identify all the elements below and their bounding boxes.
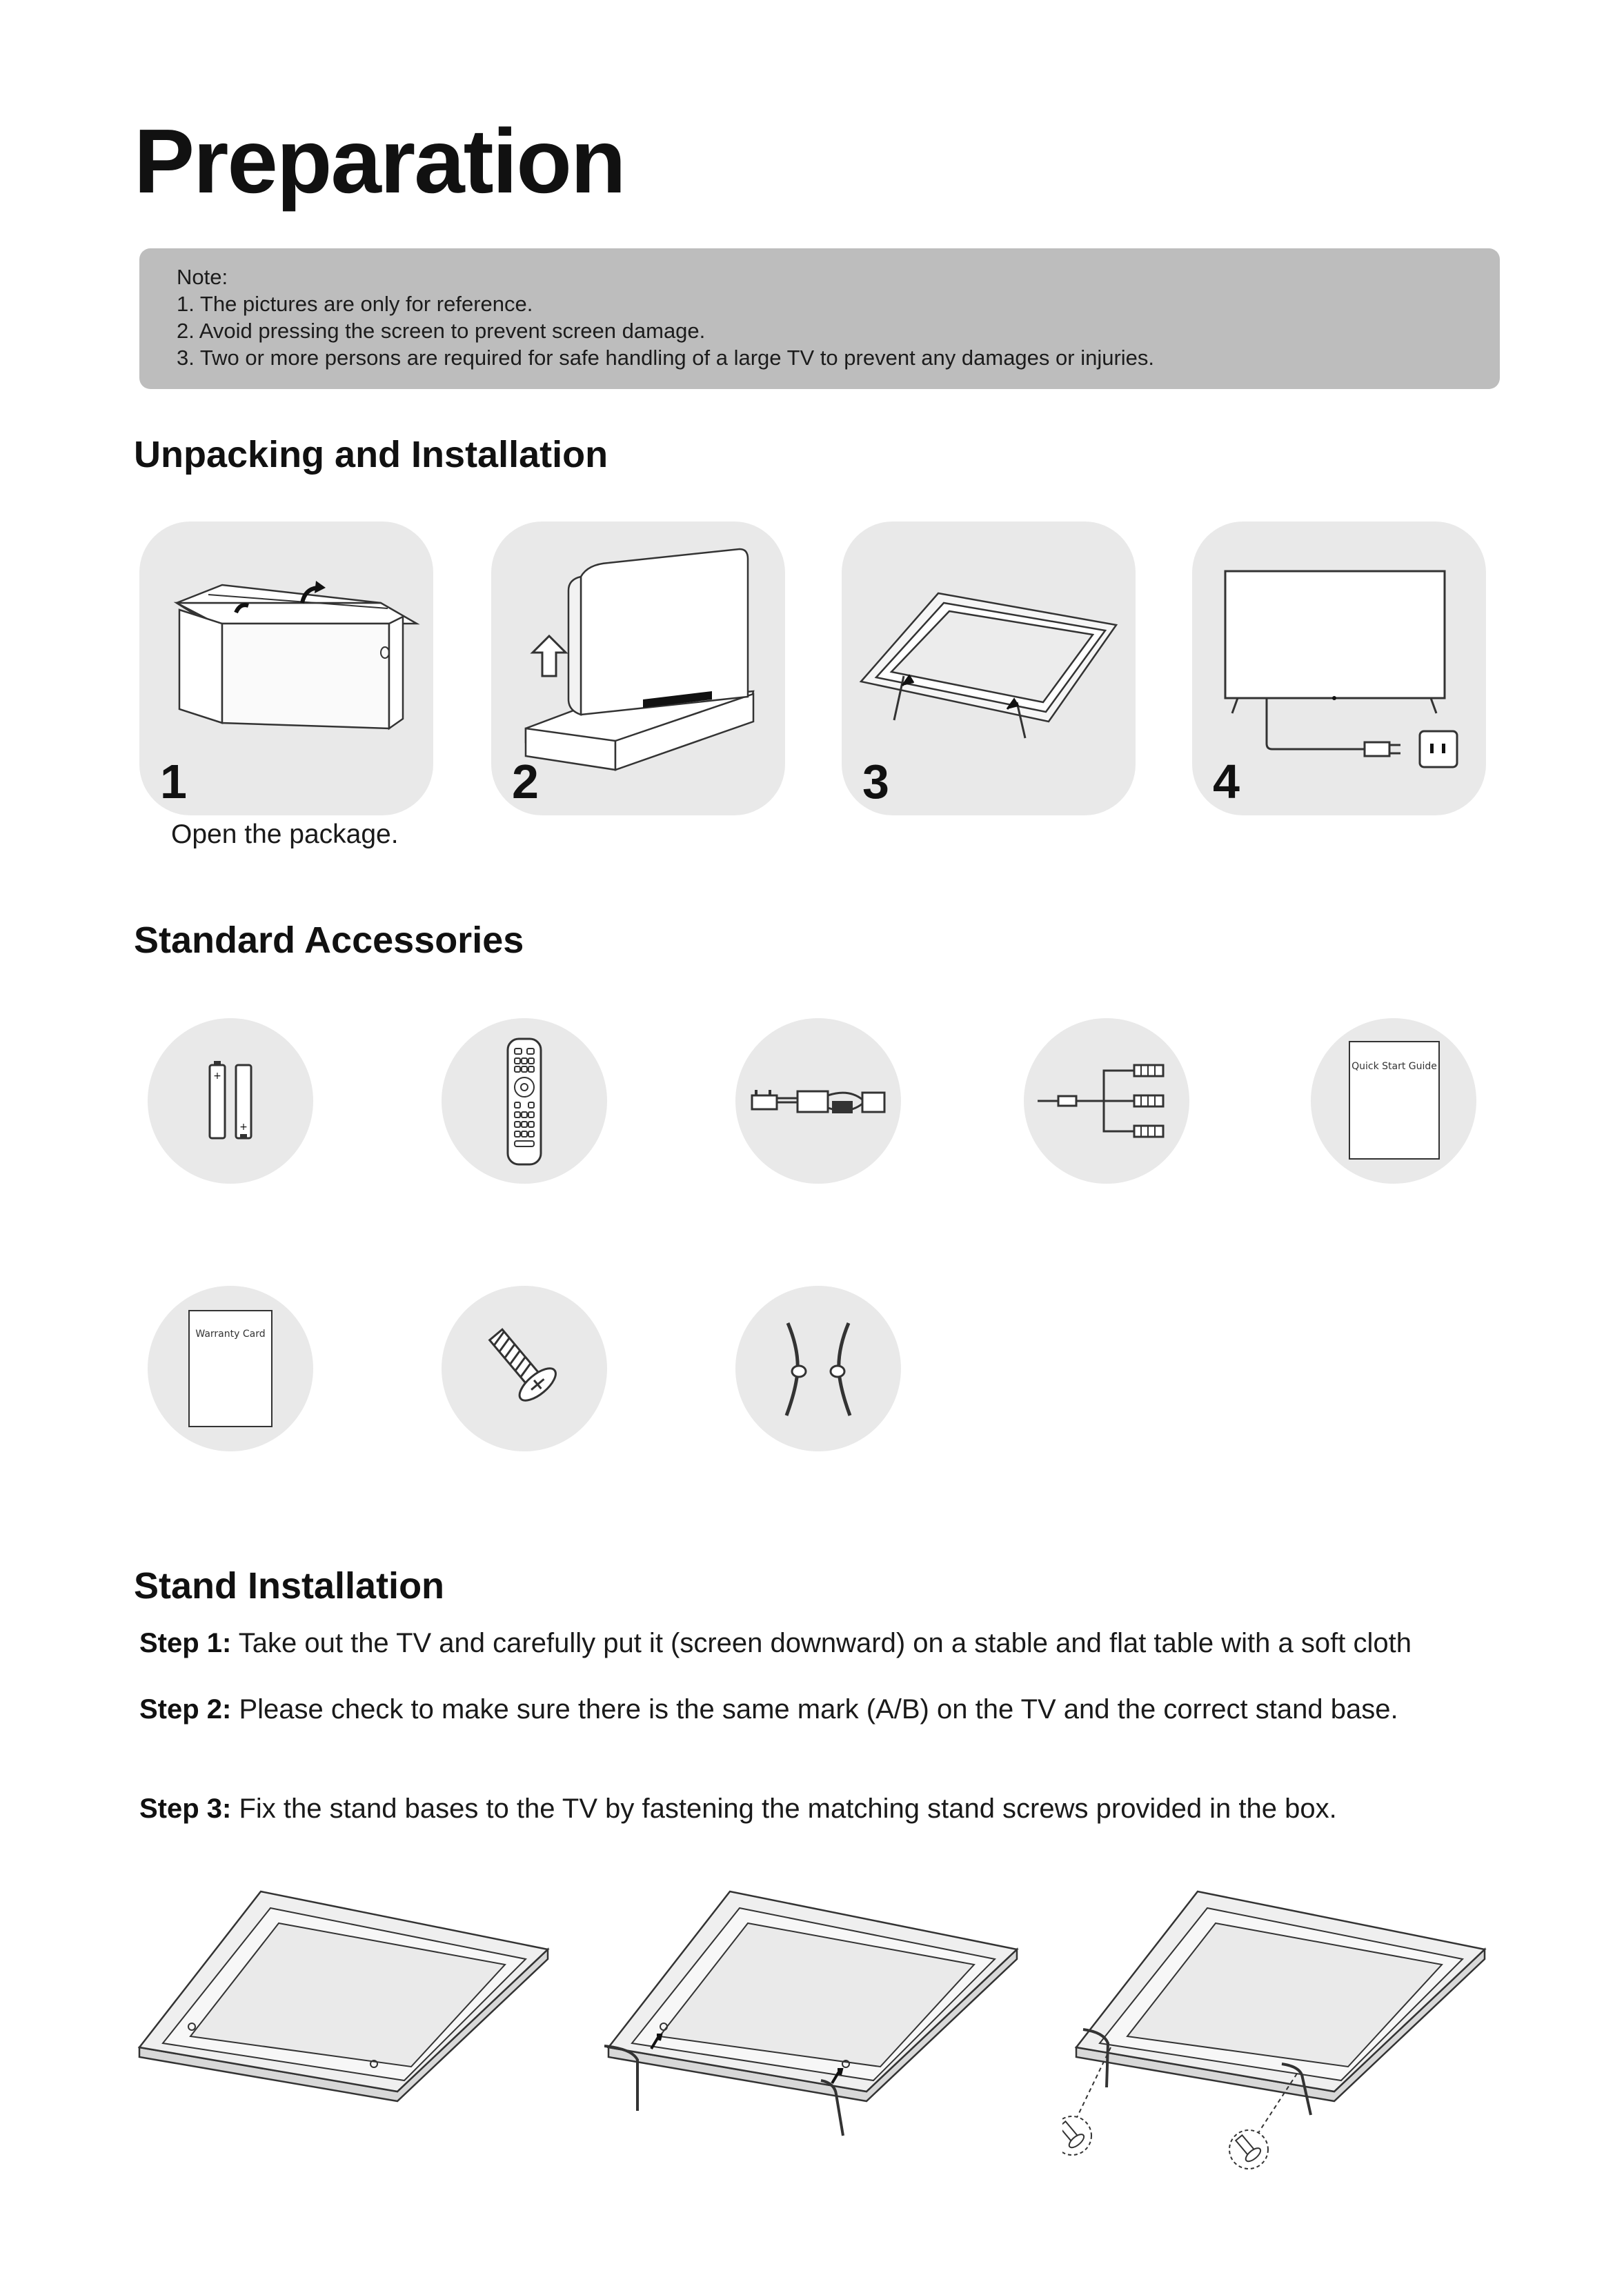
batteries-icon — [148, 1018, 313, 1184]
unpacking-step-3 — [842, 521, 1136, 815]
svg-text:+: + — [239, 1122, 248, 1133]
tv-face-down-icon — [135, 1883, 577, 2173]
accessory-warranty-card — [148, 1286, 313, 1451]
step-3-label: Step 3: — [139, 1794, 232, 1824]
screw-icon — [442, 1286, 607, 1451]
warranty-card-label: Warranty Card — [195, 1329, 266, 1340]
step-number-3: 3 — [862, 755, 889, 808]
step-2-text: Please check to make sure there is the same mark (A/B) on the TV and the correct stand base. — [231, 1694, 1398, 1725]
step-3-text: Fix the stand bases to the TV by fastening the matching stand screws provided in the box. — [231, 1794, 1337, 1824]
accessory-batteries — [148, 1018, 313, 1184]
stand-heading: Stand Installation — [134, 1565, 445, 1607]
stand-figure-1 — [135, 1883, 577, 2173]
stand-figure-3 — [1062, 1883, 1504, 2173]
step-number-4: 4 — [1213, 755, 1240, 808]
stand-legs-icon — [735, 1286, 901, 1451]
note-heading: Note: — [177, 265, 228, 289]
unpacking-step-4 — [1192, 521, 1486, 815]
accessory-power-cord — [735, 1018, 901, 1184]
accessory-stand-legs — [735, 1286, 901, 1451]
remote-control-icon — [442, 1018, 607, 1184]
tv-with-screws-icon — [1062, 1883, 1504, 2173]
step-1-text: Take out the TV and carefully put it (screen downward) on a stable and flat table with a soft cloth — [231, 1628, 1412, 1658]
stand-step-3 — [139, 1794, 1337, 1825]
av-cable-icon — [1024, 1018, 1189, 1184]
accessory-quick-start-guide — [1311, 1018, 1476, 1184]
stand-step-2 — [139, 1694, 1398, 1725]
note-item-3: 3. Two or more persons are required for safe handling of a large TV to prevent any damages or injuries. — [177, 346, 1155, 370]
tv-with-stands-icon — [604, 1883, 1046, 2173]
step-1-label: Step 1: — [139, 1628, 232, 1658]
quick-start-guide-icon — [1311, 1018, 1476, 1184]
stand-figure-2 — [604, 1883, 1046, 2173]
unpacking-step-2 — [491, 521, 785, 815]
note-item-2: 2. Avoid pressing the screen to prevent screen damage. — [177, 319, 706, 343]
stand-step-1 — [139, 1628, 1412, 1659]
power-cord-icon — [735, 1018, 901, 1184]
page-title: Preparation — [134, 110, 625, 212]
note-box — [139, 248, 1500, 389]
quick-start-guide-label: Quick Start Guide — [1351, 1061, 1437, 1072]
step-1-caption: Open the package. — [171, 819, 399, 849]
note-item-1: 1. The pictures are only for reference. — [177, 292, 533, 316]
unpacking-step-1 — [139, 521, 433, 815]
unpacking-heading: Unpacking and Installation — [134, 434, 608, 475]
step-number-2: 2 — [512, 755, 539, 808]
svg-text:+: + — [213, 1071, 221, 1082]
accessories-heading: Standard Accessories — [134, 920, 524, 961]
accessory-remote — [442, 1018, 607, 1184]
step-number-1: 1 — [160, 755, 187, 808]
warranty-card-icon — [148, 1286, 313, 1451]
step-2-label: Step 2: — [139, 1694, 232, 1725]
accessory-screw — [442, 1286, 607, 1451]
accessory-av-cable — [1024, 1018, 1189, 1184]
